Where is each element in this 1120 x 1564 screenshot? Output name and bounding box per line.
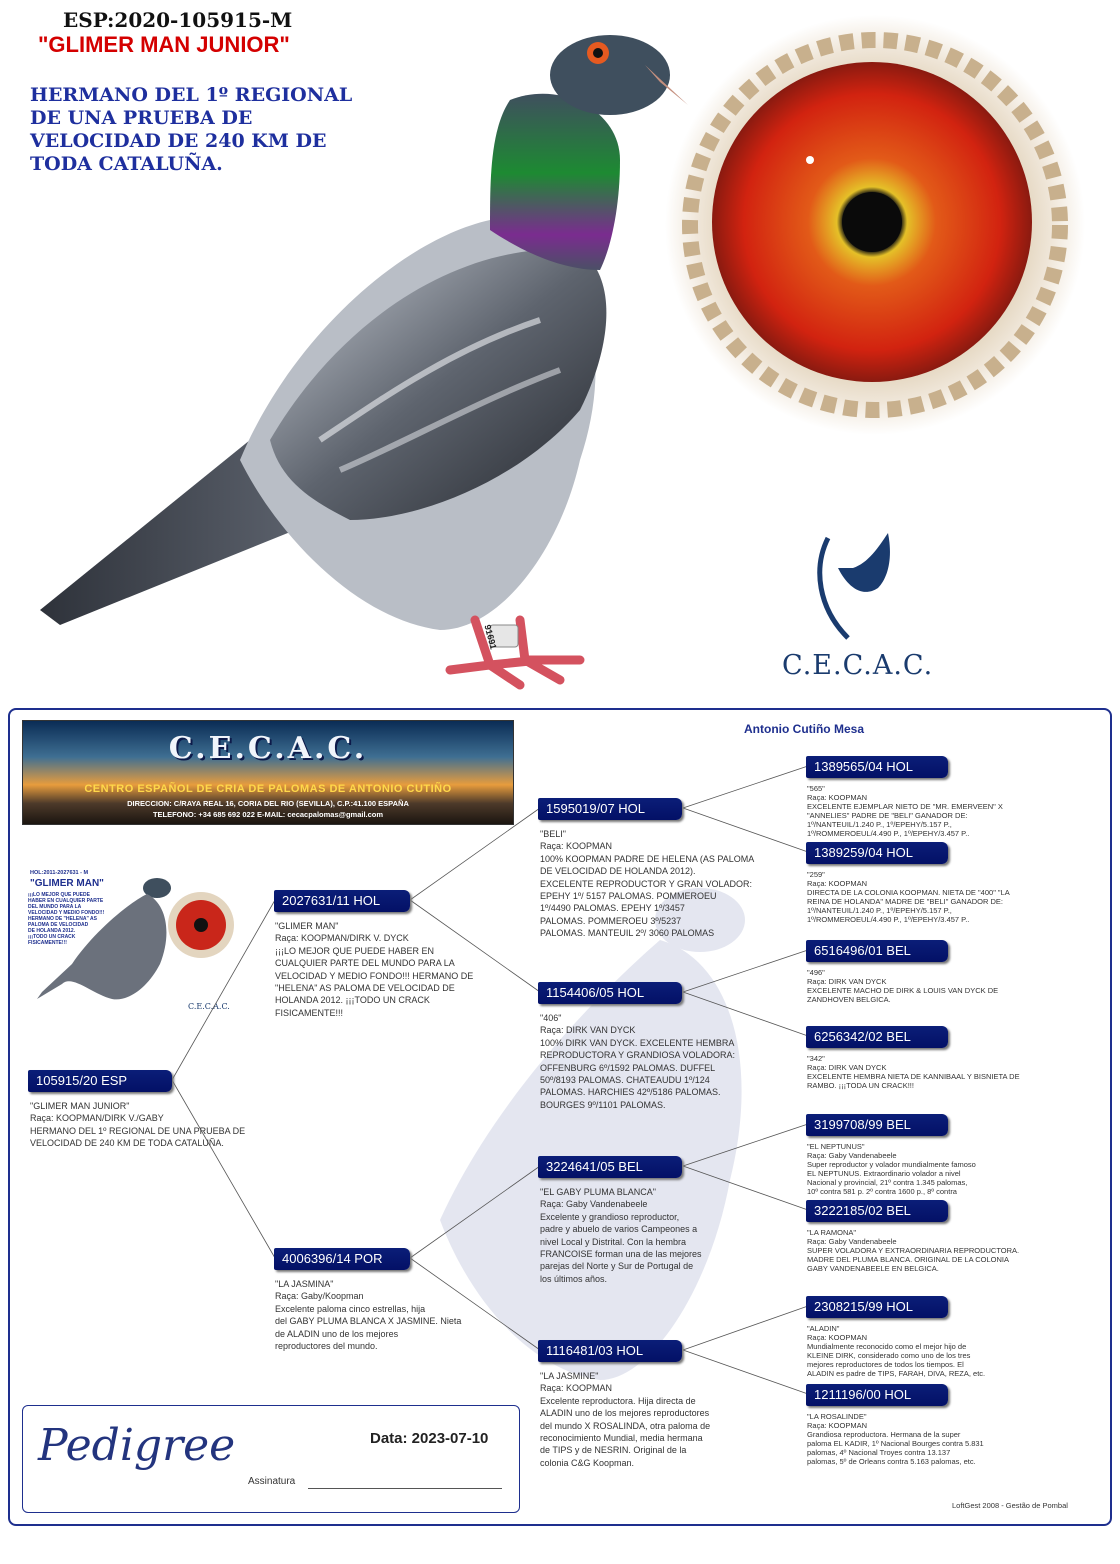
info-dam-sire: "EL GABY PLUMA BLANCA" Raça: Gaby Vandenabeele Excelente y grandioso reproductor, padre y abuelo de varios Campeones a nivel Local y Distrital. Con la hembra FRANCOISE forman una de las mejores parejas del Norte y Sur de Portugal de los últimos años. — [540, 1187, 702, 1284]
ring-sss[interactable]: 1389565/04 HOL — [806, 756, 948, 778]
ring-dam-sire[interactable]: 3224641/05 BEL — [538, 1156, 682, 1178]
software-credit: LoftGest 2008 - Gestão de Pombal — [952, 1501, 1068, 1510]
cecac-banner — [22, 720, 514, 825]
banner-address: DIRECCION: C/RAYA REAL 16, CORIA DEL RIO (SEVILLA), C.P.:41.100 ESPAÑA — [127, 799, 409, 808]
info-dsd: "LA RAMONA" Raça: Gaby Vandenabeele SUPER VOLADORA Y EXTRAORDINARIA REPRODUCTORA. MADRE DEL PLUMA BLANCA. ORIGINAL DE LA COLONIA GABY VANDENABEELE EN BELGICA. — [807, 1228, 1020, 1273]
thumb-eye-icon — [166, 890, 236, 960]
header-bird-name: "GLIMER MAN JUNIOR" — [38, 32, 290, 57]
banner-subtitle: CENTRO ESPAÑOL DE CRIA DE PALOMAS DE ANTONIO CUTIÑO — [84, 783, 452, 795]
pedigree-title: Pedigree — [38, 1420, 236, 1471]
header-description: HERMANO DEL 1º REGIONAL DE UNA PRUEBA DE VELOCIDAD DE 240 KM DE TODA CATALUÑA. — [30, 84, 353, 175]
ring-dds[interactable]: 2308215/99 HOL — [806, 1296, 948, 1318]
thumb-brand: C.E.C.A.C. — [188, 1002, 230, 1011]
info-sire: "GLIMER MAN" Raça: KOOPMAN/DIRK V. DYCK ¡¡¡LO MEJOR QUE PUEDE HABER EN CUALQUIER PARTE DEL MUNDO PARA LA VELOCIDAD Y MEDIO FONDO!!! HERMANO DE "HELENA" AS PALOMA DE VELOCIDAD DE HOLANDA 2012. ¡¡¡TODO UN CRACK FISICAMENTE!!! — [275, 921, 474, 1018]
ring-dss[interactable]: 3199708/99 BEL — [806, 1114, 948, 1136]
date-label: Data: 2023-07-10 — [370, 1430, 489, 1447]
info-dam: "LA JASMINA" Raça: Gaby/Koopman Excelente paloma cinco estrellas, hija del GABY PLUMA BLANCA X JASMINE. Nieta de ALADIN uno de los mejores reproductores del mundo. — [275, 1279, 462, 1352]
pigeon-photo — [20, 20, 700, 690]
info-dds: "ALADIN" Raça: KOOPMAN Mundialmente reconocido como el mejor hijo de KLEINE DIRK, considerado como uno de los tres mejores reproductores de todos los tiempos. El ALADIN es padre de TIPS, FARAH, DIVA, REZA, etc. — [807, 1324, 986, 1378]
eye-photo — [650, 10, 1090, 450]
banner-contact: TELEFONO: +34 685 692 022 E-MAIL: cecacpalomas@gmail.com — [152, 810, 384, 819]
ring-sire-dam[interactable]: 1154406/05 HOL — [538, 982, 682, 1004]
ring-ssd[interactable]: 1389259/04 HOL — [806, 842, 948, 864]
info-dam-dam: "LA JASMINE" Raça: KOOPMAN Excelente reproductora. Hija directa de ALADIN uno de los mejores reproductores del mundo X ROSALINDA, otra paloma de reconocimiento Mundial, media hermana de TIPS y de NESRIN. Original de la colonia C&G Koopman. — [540, 1371, 711, 1468]
info-sdd: "342" Raça: DIRK VAN DYCK EXCELENTE HEMBRA NIETA DE KANNIBAAL Y BISNIETA DE RAMBO. ¡¡¡TODA UN CRACK!!! — [807, 1054, 1020, 1090]
thumb-text: ¡¡¡LO MEJOR QUE PUEDE HABER EN CUALQUIER PARTE DEL MUNDO PARA LA VELOCIDAD Y MEDIO FONDO!!! HERMANO DE "HELENA" AS PALOMA DE VELOCIDAD DE HOLANDA 2012. ¡¡¡TODO UN CRACK FISICAMENTE!!! — [28, 892, 105, 946]
cecac-bird-logo-icon — [808, 528, 898, 643]
ring-dam[interactable]: 4006396/14 POR — [274, 1248, 410, 1270]
info-sss: "565" Raça: KOOPMAN EXCELENTE EJEMPLAR NIETO DE "MR. EMERVEEN" X "ANNELIES" PADRE DE "BELI" GANADOR DE: 1º/NANTEUIL/1.240 P., 1º/EPEHY/5.157 P., 1º/ROMMEROEUL/4.490 P., 1º/EPEHY/3.457 P.. — [807, 784, 1003, 838]
sire-thumbnail — [26, 870, 236, 1020]
cecac-brand-text: C.E.C.A.C. — [782, 650, 934, 681]
signature-line[interactable] — [308, 1488, 502, 1489]
ring-dam-dam[interactable]: 1116481/03 HOL — [538, 1340, 682, 1362]
ring-sdd[interactable]: 6256342/02 BEL — [806, 1026, 948, 1048]
ring-sds[interactable]: 6516496/01 BEL — [806, 940, 948, 962]
info-sds: "496" Raça: DIRK VAN DYCK EXCELENTE MACHO DE DIRK & LOUIS VAN DYCK DE ZANDHOVEN BELGICA. — [807, 968, 999, 1004]
ring-sire-sire[interactable]: 1595019/07 HOL — [538, 798, 682, 820]
info-ddd: "LA ROSALINDE" Raça: KOOPMAN Grandiosa reproductora. Hermana de la super paloma EL KADIR, 1º Nacional Bourges contra 5.831 palomas, 4º Nacional Troyes contra 13.137 palomas, 5º de Orleans contra 5.163 palomas, etc. — [807, 1412, 984, 1466]
thumb-name: "GLIMER MAN" — [30, 878, 104, 889]
info-ssd: "259" Raça: KOOPMAN DIRECTA DE LA COLONIA KOOPMAN. NIETA DE "400" "LA REINA DE HOLANDA" MADRE DE "BELI" GANADOR DE: 1º/NANTEUIL/1.240 P., 1º/EPEHY/5.157 P., 1º/ROMMEROEUL/4.490 P., 1º/EPEHY/3.457 P.. — [807, 870, 1010, 924]
leg-band-number: 91691 — [482, 623, 499, 651]
header-ring-number: ESP:2020-105915-M — [63, 8, 293, 32]
thumb-pigeon-icon — [32, 874, 182, 1014]
ring-dsd[interactable]: 3222185/02 BEL — [806, 1200, 948, 1222]
info-sire-dam: "406" Raça: DIRK VAN DYCK 100% DIRK VAN DYCK. EXCELENTE HEMBRA REPRODUCTORA Y GRANDIOSA VOLADORA: OFFENBURG 6º/1592 PALOMAS. DUFFEL 50º/8193 PALOMAS. CHATEAUDU 1º/124 PALOMAS. HARCHIES 42º/5186 PALOMAS. BOURGES 9º/1101 PALOMAS. — [540, 1013, 736, 1110]
thumb-ring: HOL:2011-2027631 - M — [30, 870, 89, 876]
info-subject: "GLIMER MAN JUNIOR" Raça: KOOPMAN/DIRK V./GABY HERMANO DEL 1º REGIONAL DE UNA PRUEBA DE VELOCIDAD DE 240 KM DE TODA CATALUÑA. — [30, 1101, 246, 1149]
owner-name: Antonio Cutiño Mesa — [744, 722, 864, 736]
ring-sire[interactable]: 2027631/11 HOL — [274, 890, 410, 912]
ring-subject[interactable]: 105915/20 ESP — [28, 1070, 172, 1092]
signature-label: Assinatura — [248, 1476, 296, 1487]
info-dss: "EL NEPTUNUS" Raça: Gaby Vandenabeele Super reproductor y volador mundialmente famoso EL NEPTUNUS. Extraordinario volador a nivel Nacional y provincial, 21º contra 1.345 palomas, 10º contra 581 p. 2º contra 1600 p., 8º contra — [807, 1142, 976, 1196]
ring-ddd[interactable]: 1211196/00 HOL — [806, 1384, 948, 1406]
banner-title: C.E.C.A.C. — [168, 731, 368, 766]
info-sire-sire: "BELI" Raça: KOOPMAN 100% KOOPMAN PADRE DE HELENA (AS PALOMA DE VELOCIDAD DE HOLANDA 2012). EXCELENTE REPRODUCTOR Y GRAN VOLADOR: EPEHY 1º/ 5157 PALOMAS. POMMEROEU 1º/4490 PALOMAS. EPEHY 1º/3457 PALOMAS. POMMEROEU 3º/5237 PALOMAS. MANTEUIL 2º/ 3060 PALOMAS — [540, 829, 755, 939]
